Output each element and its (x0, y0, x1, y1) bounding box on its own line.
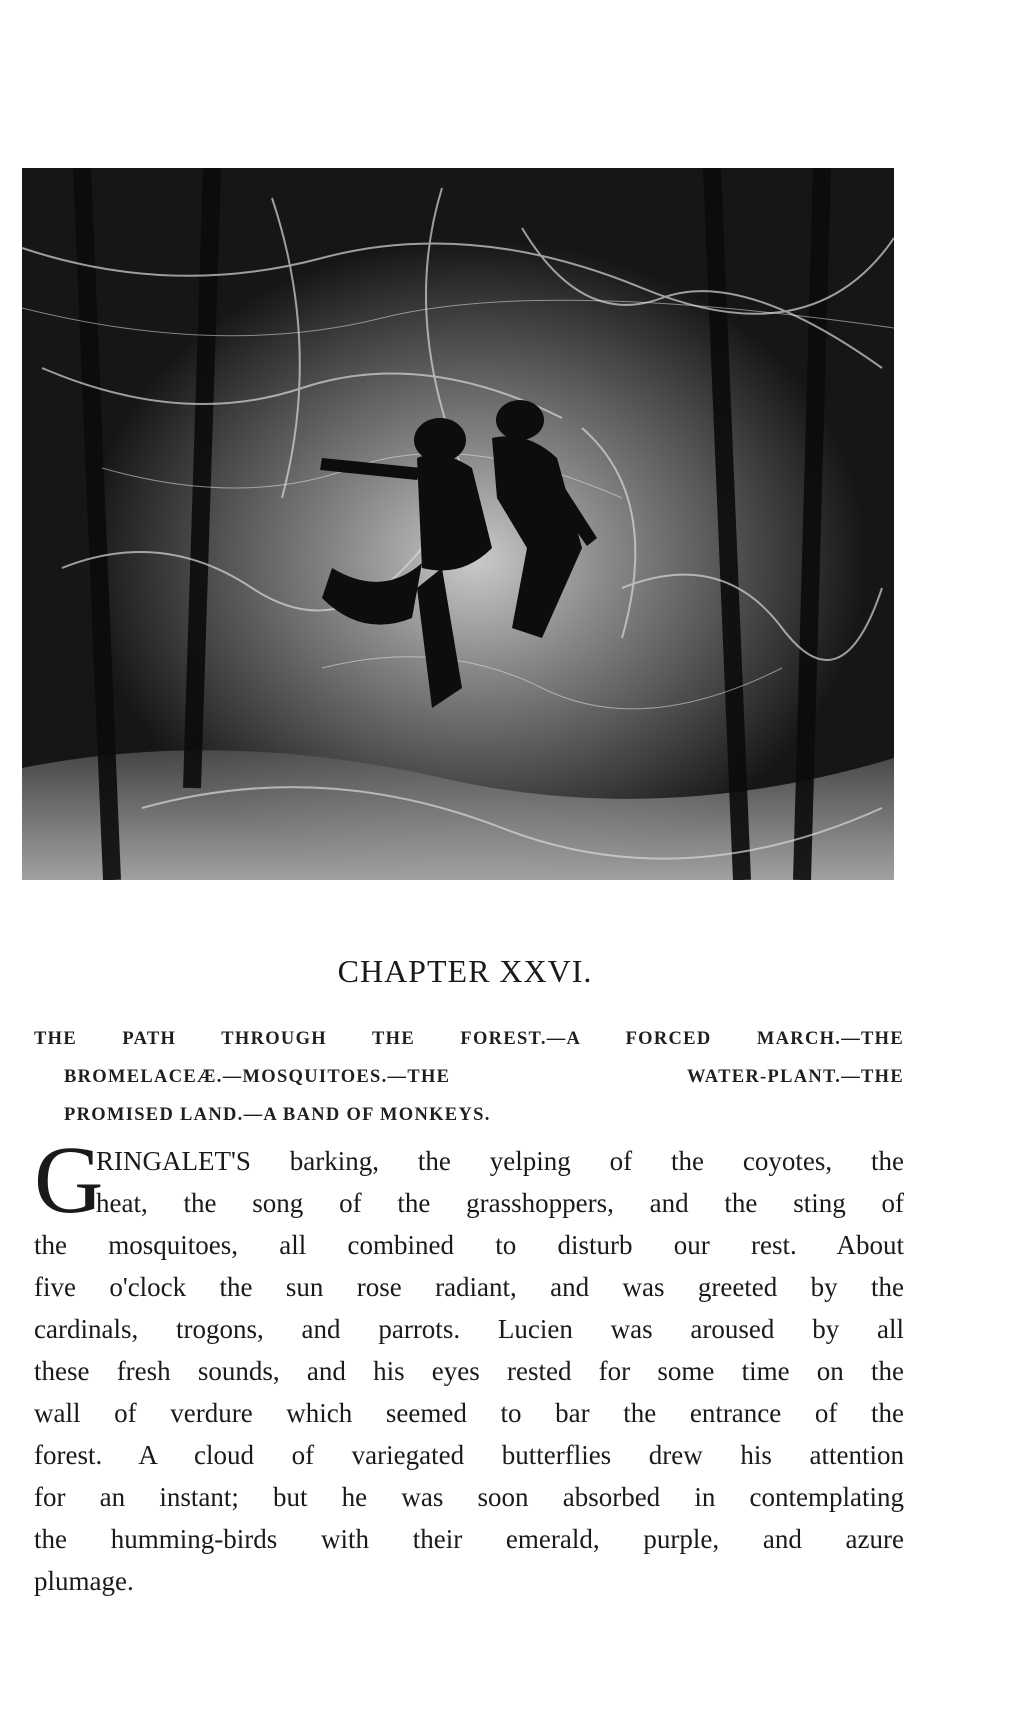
body-line: for an instant; but he was soon absorbed in contemplating (34, 1482, 904, 1512)
summary-line: PROMISED LAND.—A BAND OF MONKEYS. (64, 1105, 491, 1125)
body-line: the mosquitoes, all combined to disturb our rest. About (34, 1230, 904, 1260)
body-line: plumage. (34, 1566, 134, 1596)
summary-line: BROMELACEÆ.—MOSQUITOES.—THE WATER-PLANT.—THE (64, 1067, 904, 1087)
forest-engraving-illustration (22, 168, 894, 880)
engraving-svg (22, 168, 894, 880)
body-line: heat, the song of the grasshoppers, and the sting of (96, 1188, 904, 1218)
body-paragraph (34, 1126, 904, 1602)
body-line: cardinals, trogons, and parrots. Lucien was aroused by all (34, 1314, 904, 1344)
drop-cap: G (34, 1126, 104, 1233)
body-line: RINGALET'S barking, the yelping of the coyotes, the (96, 1146, 904, 1176)
body-line: wall of verdure which seemed to bar the entrance of the (34, 1398, 904, 1428)
chapter-title: CHAPTER XXVI. (337, 953, 593, 989)
summary-line: THE PATH THROUGH THE FOREST.—A FORCED MARCH.—THE (34, 1029, 904, 1049)
body-line: forest. A cloud of variegated butterflies drew his attention (34, 1440, 904, 1470)
chapter-summary (34, 1020, 904, 1134)
body-line: these fresh sounds, and his eyes rested for some time on the (34, 1356, 904, 1386)
body-line: five o'clock the sun rose radiant, and was greeted by the (34, 1272, 904, 1302)
body-line: the humming-birds with their emerald, purple, and azure (34, 1524, 904, 1554)
